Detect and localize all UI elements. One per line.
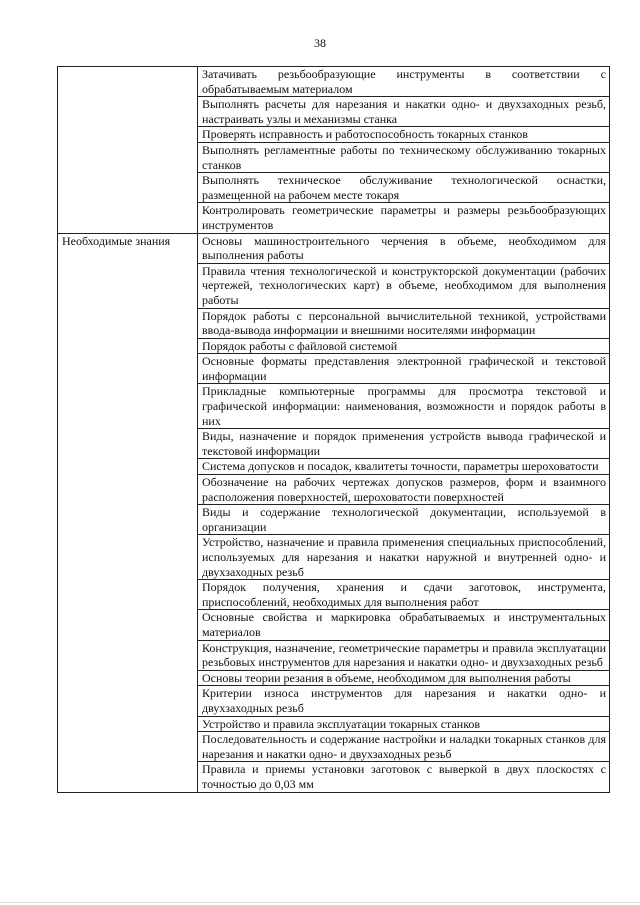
table-row [58, 233, 610, 263]
section-label: Необходимые знания [58, 233, 198, 792]
requirement-item: Виды и содержание технологической документации, используемой в организации [198, 505, 610, 535]
requirement-item: Устройство, назначение и правила применения специальных приспособлений, используемых для нарезания и накатки наружной и внутренней одно- и двухзаходных резьб [198, 535, 610, 580]
requirement-item: Выполнять регламентные работы по техническому обслуживанию токарных станков [198, 142, 610, 172]
requirement-item: Выполнять техническое обслуживание технологической оснастки, размещенной на рабочем месте токаря [198, 173, 610, 203]
requirement-item: Правила чтения технологической и конструкторской документации (рабочих чертежей, технологических карт) в объеме, необходимом для выполнения работы [198, 263, 610, 308]
requirement-item: Порядок получения, хранения и сдачи заготовок, инструмента, приспособлений, необходимых для выполнения работ [198, 580, 610, 610]
requirement-item: Конструкция, назначение, геометрические параметры и правила эксплуатации резьбовых инструментов для нарезания и накатки одно- и двухзаходных резьб [198, 640, 610, 670]
requirement-item: Порядок работы с файловой системой [198, 338, 610, 354]
bottom-divider [0, 902, 640, 903]
requirement-item: Основы теории резания в объеме, необходимом для выполнения работы [198, 670, 610, 686]
requirement-item: Проверять исправность и работоспособность токарных станков [198, 127, 610, 143]
requirement-item: Основы машиностроительного черчения в объеме, необходимом для выполнения работы [198, 233, 610, 263]
requirement-item: Виды, назначение и порядок применения устройств вывода графической и текстовой информации [198, 429, 610, 459]
requirement-item: Основные свойства и маркировка обрабатываемых и инструментальных материалов [198, 610, 610, 640]
section-label [58, 67, 198, 234]
table-row [58, 67, 610, 97]
requirement-item: Устройство и правила эксплуатации токарных станков [198, 716, 610, 732]
requirement-item: Затачивать резьбообразующие инструменты в соответствии с обрабатываемым материалом [198, 67, 610, 97]
requirement-item: Выполнять расчеты для нарезания и накатки одно- и двухзаходных резьб, настраивать узлы и механизмы станка [198, 97, 610, 127]
requirement-item: Порядок работы с персональной вычислительной техникой, устройствами ввода-вывода информации и внешними носителями информации [198, 308, 610, 338]
page-number: 38 [314, 36, 326, 50]
requirement-item: Обозначение на рабочих чертежах допусков размеров, форм и взаимного расположения поверхностей, шероховатости поверхностей [198, 475, 610, 505]
requirement-item: Контролировать геометрические параметры и размеры резьбообразующих инструментов [198, 203, 610, 233]
requirement-item: Правила и приемы установки заготовок с выверкой в двух плоскостях с точностью до 0,03 мм [198, 762, 610, 792]
requirements-table [57, 66, 610, 793]
requirement-item: Последовательность и содержание настройки и наладки токарных станков для нарезания и накатки одно- и двухзаходных резьб [198, 732, 610, 762]
requirements-table-body [58, 67, 610, 793]
requirement-item: Основные форматы представления электронной графической и текстовой информации [198, 354, 610, 384]
requirement-item: Прикладные компьютерные программы для просмотра текстовой и графической информации: наименования, возможности и порядок работы в них [198, 384, 610, 429]
requirement-item: Критерии износа инструментов для нарезания и накатки одно- и двухзаходных резьб [198, 686, 610, 716]
requirement-item: Система допусков и посадок, квалитеты точности, параметры шероховатости [198, 459, 610, 475]
